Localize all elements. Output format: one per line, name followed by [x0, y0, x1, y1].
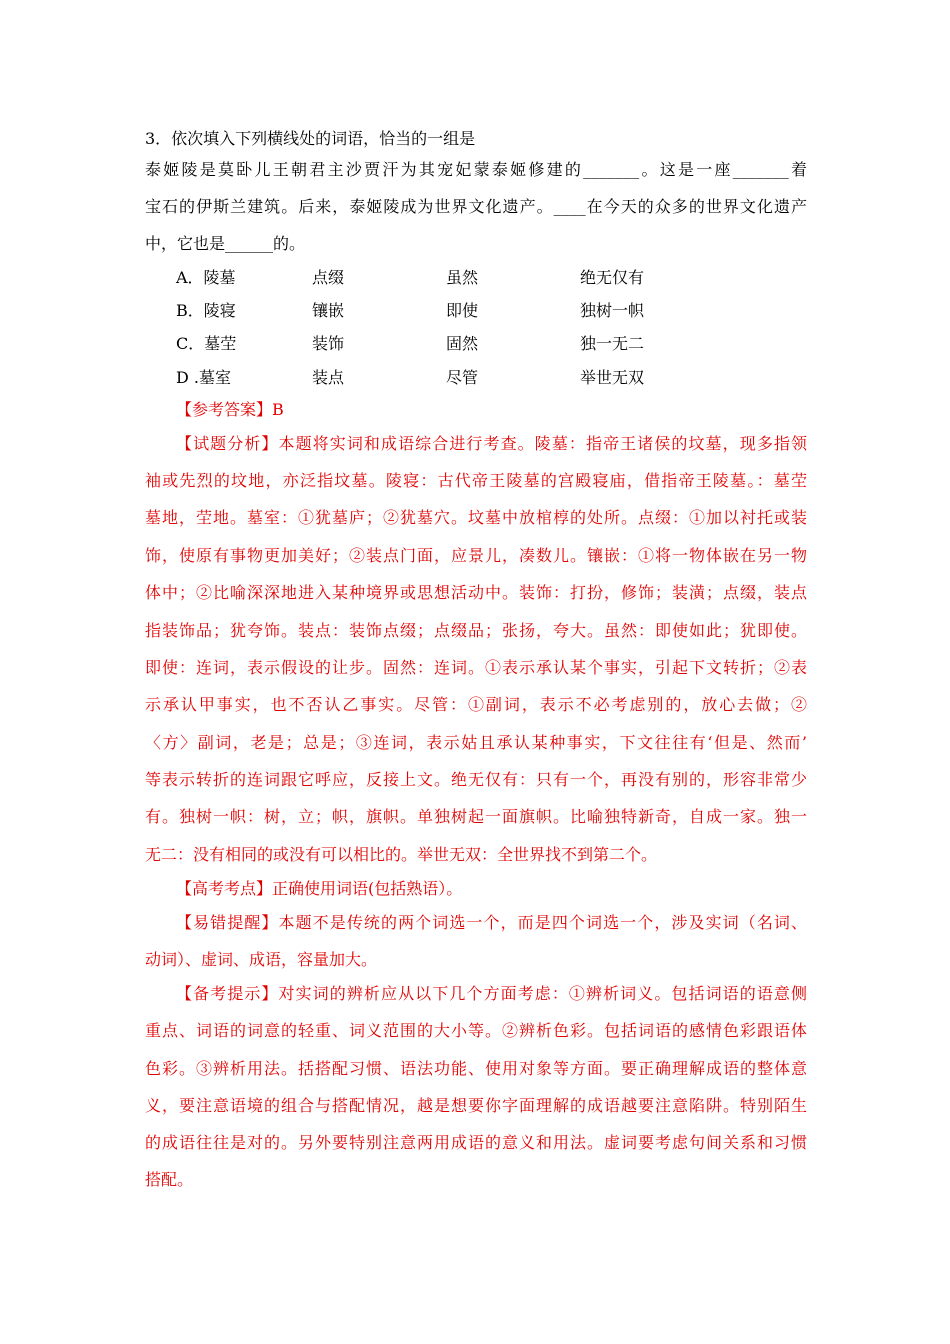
analysis-line: 示承认甲事实，也不否认乙事实。尽管：①副词，表示不必考虑别的，放心去做；②	[145, 695, 807, 714]
exam-point: 【高考考点】正确使用词语(包括熟语）。	[176, 879, 463, 898]
analysis-line: 【试题分析】本题将实词和成语综合进行考查。陵墓：指帝王诸侯的坟墓，现多指领	[176, 434, 807, 453]
passage-line: 中，它也是______的。	[145, 234, 306, 253]
option-word: 独树一帜	[580, 301, 645, 320]
question-stem: 3．依次填入下列横线处的词语，恰当的一组是	[145, 129, 476, 148]
option-word: 举世无双	[580, 368, 645, 387]
prep-tip-line: 重点、词语的词意的轻重、词义范围的大小等。②辨析色彩。包括词语的感情色彩跟语体	[145, 1021, 807, 1040]
analysis-line: 袖或先烈的坟地，亦泛指坟墓。陵寝：古代帝王陵墓的宫殿寝庙，借指帝王陵墓。：墓茔	[145, 471, 807, 490]
error-tip-line: 【易错提醒】本题不是传统的两个词选一个，而是四个词选一个，涉及实词（名词、	[176, 913, 807, 932]
analysis-line: 〈方〉副词，老是；总是；③连词，表示姑且承认某种事实，下文往往有‘但是、然而’	[145, 733, 807, 752]
passage-line: 泰姬陵是莫卧儿王朝君主沙贾汗为其宠妃蒙泰姬修建的_______。这是一座_______着	[145, 160, 807, 179]
option-label: B．陵寝	[176, 301, 236, 320]
option-word: 即使	[446, 301, 479, 320]
option-word: 独一无二	[580, 334, 645, 353]
error-tip-line: 动词）、虚词、成语，容量加大。	[145, 950, 378, 969]
option-word: 镶嵌	[312, 301, 345, 320]
analysis-line: 饰，使原有事物更加美好；②装点门面，应景儿，凑数儿。镶嵌：①将一物体嵌在另一物	[145, 546, 807, 565]
analysis-line: 即使：连词，表示假设的让步。固然：连词。①表示承认某个事实，引起下文转折；②表	[145, 658, 807, 677]
analysis-line: 无二：没有相同的或没有可以相比的。举世无双：全世界找不到第二个。	[145, 845, 658, 864]
analysis-line: 等表示转折的连词跟它呼应，反接上文。绝无仅有：只有一个，再没有别的，形容非常少	[145, 770, 807, 789]
option-word: 固然	[446, 334, 479, 353]
prep-tip-line: 搭配。	[145, 1170, 194, 1189]
analysis-line: 指装饰品；犹夸饰。装点：装饰点缀；点缀品；张扬，夸大。虽然：即使如此；犹即使。	[145, 621, 807, 640]
option-label: C．墓茔	[176, 334, 237, 353]
option-label: A．陵墓	[176, 268, 236, 287]
analysis-line: 墓地，茔地。墓室：①犹墓庐；②犹墓穴。坟墓中放棺椁的处所。点缀：①加以衬托或装	[145, 508, 807, 527]
prep-tip-line: 色彩。③辨析用法。括搭配习惯、语法功能、使用对象等方面。要正确理解成语的整体意	[145, 1059, 807, 1078]
prep-tip-line: 【备考提示】对实词的辨析应从以下几个方面考虑：①辨析词义。包括词语的语意侧	[176, 984, 807, 1003]
passage-line: 宝石的伊斯兰建筑。后来，泰姬陵成为世界文化遗产。____在今天的众多的世界文化遗产	[145, 197, 807, 216]
option-word: 点缀	[312, 268, 345, 287]
analysis-line: 有。独树一帜：树，立；帜，旗帜。单独树起一面旗帜。比喻独特新奇，自成一家。独一	[145, 807, 807, 826]
option-word: 尽管	[446, 368, 479, 387]
option-word: 装点	[312, 368, 345, 387]
option-label: D .墓室	[176, 368, 232, 387]
prep-tip-line: 义，要注意语境的组合与搭配情况，越是想要你字面理解的成语越要注意陷阱。特别陌生	[145, 1096, 807, 1115]
prep-tip-line: 的成语往往是对的。另外要特别注意两用成语的意义和用法。虚词要考虑句间关系和习惯	[145, 1133, 807, 1152]
option-word: 绝无仅有	[580, 268, 645, 287]
option-word: 装饰	[312, 334, 345, 353]
reference-answer: 【参考答案】B	[176, 400, 284, 419]
option-word: 虽然	[446, 268, 479, 287]
analysis-line: 体中；②比喻深深地进入某种境界或思想活动中。装饰：打扮，修饰；装潢；点缀，装点	[145, 583, 807, 602]
